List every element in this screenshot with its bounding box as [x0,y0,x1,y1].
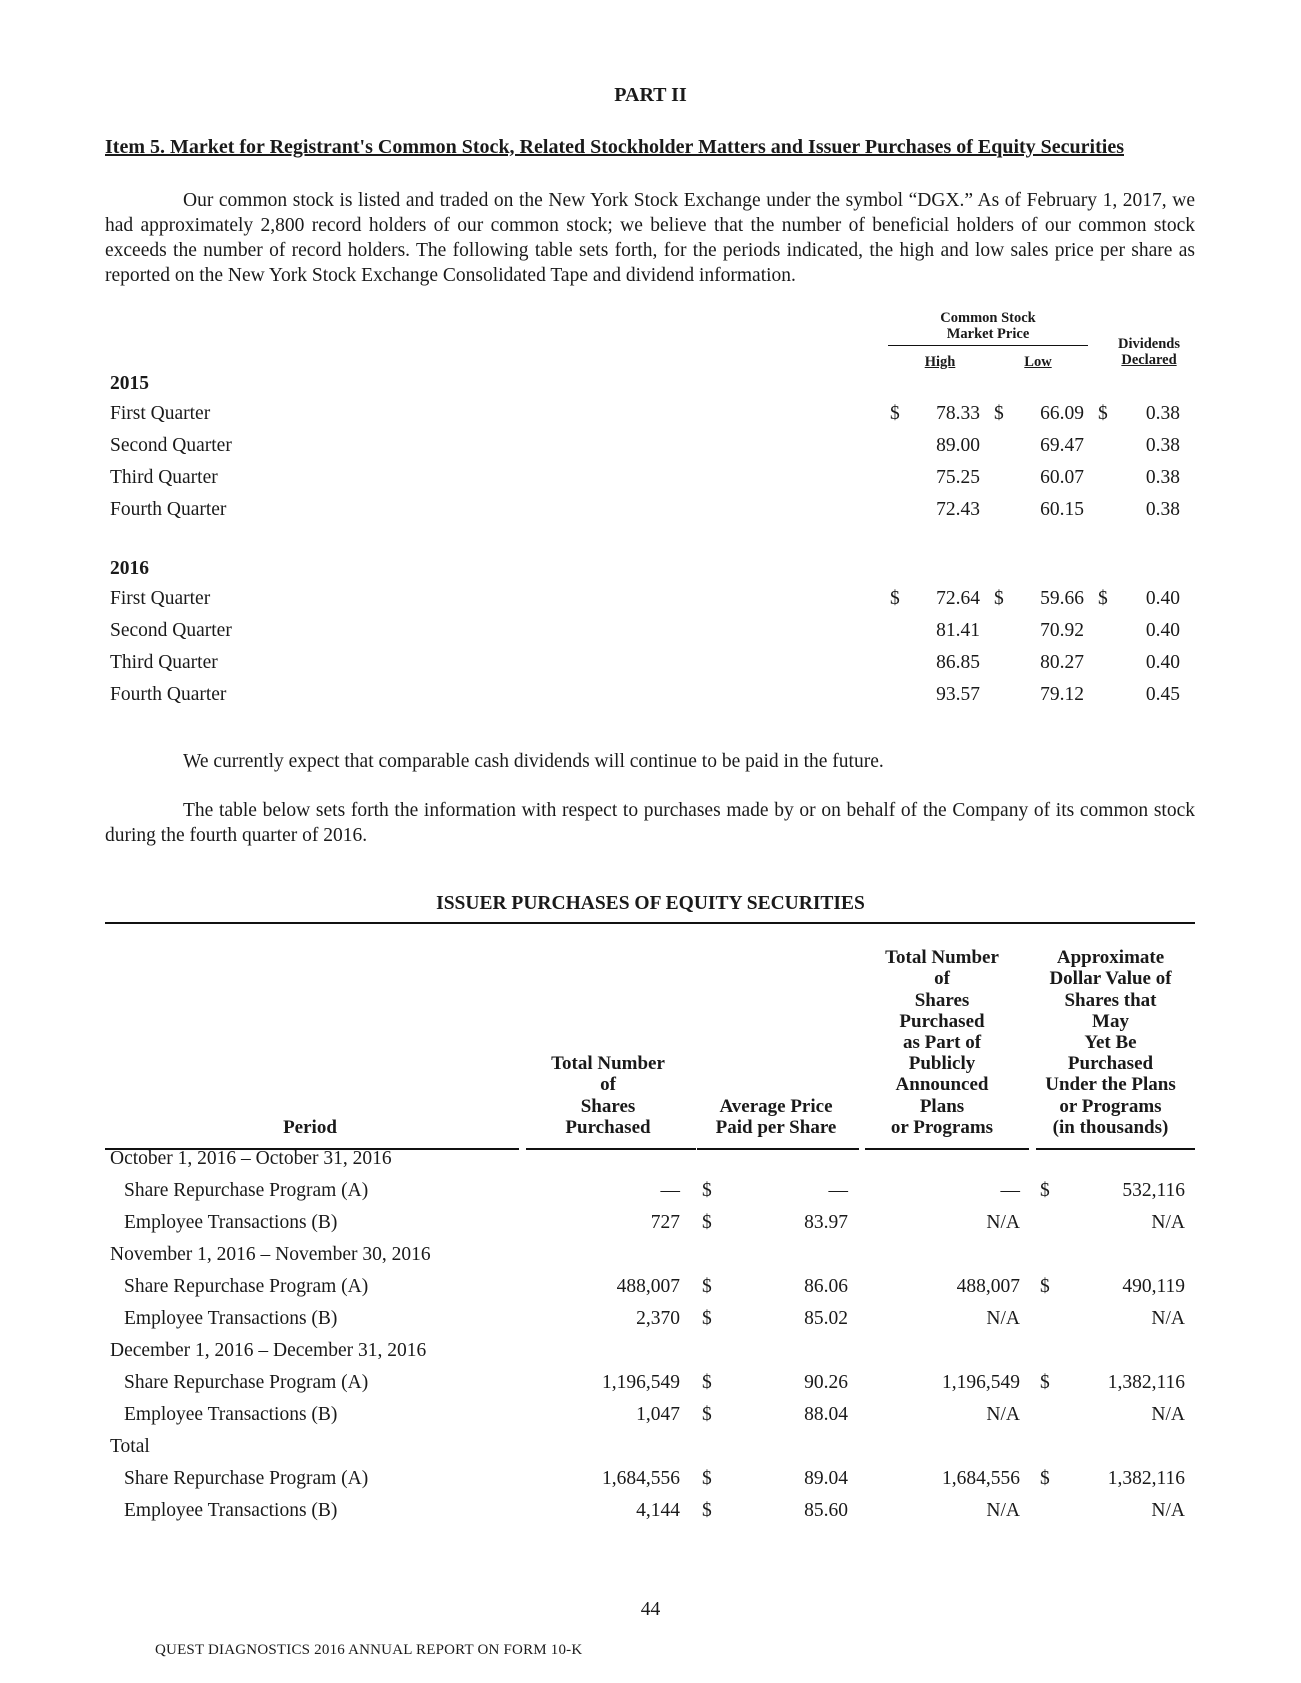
plan-shares-cell: 488,007 [956,1276,1020,1297]
approx-value-header-line: (in thousands) [1052,1116,1169,1138]
total-shares-header-line: of [600,1074,616,1096]
period-header [105,1117,515,1138]
item-heading: Item 5. Market for Registrant's Common Stock, Related Stockholder Matters and Issuer Purchases of Equity Securities [105,136,1124,158]
column-header-rule [865,1148,1029,1150]
transaction-label: Share Repurchase Program (A) [124,1180,369,1201]
column-header-rule [526,1148,696,1150]
quarter-label: Third Quarter [110,652,218,673]
high-price-cell: 75.25 [936,467,980,488]
total-shares-cell: 1,684,556 [602,1468,680,1489]
dividend-cell: 0.38 [1145,499,1180,520]
approx-value-header-line: Under the Plans [1045,1074,1176,1096]
plan-shares-header [858,947,1026,1138]
approx-value-header-line: Purchased [1067,1053,1154,1075]
avg-price-currency: $ [702,1308,712,1329]
period-group-label: October 1, 2016 – October 31, 2016 [110,1148,392,1169]
high-price-cell: 81.41 [936,620,980,641]
market-price-header-line1: Common Stock [940,310,1036,326]
market-price-header [888,310,1088,342]
avg-price-cell: 83.97 [804,1212,848,1233]
plan-shares-header-line: Shares [914,989,970,1011]
low-price-cell: 60.07 [1040,467,1084,488]
market-price-header-line2: Market Price [946,326,1030,342]
plan-shares-cell: N/A [986,1404,1020,1425]
high-price-cell: 78.33 [936,403,980,424]
purchases-paragraph: The table below sets forth the information with respect to purchases made by or on behalf of the Company of its common stock during the fourth quarter of 2016. [105,800,1195,846]
quarter-label: Fourth Quarter [110,499,227,520]
avg-price-cell: — [828,1180,848,1201]
avg-price-cell: 85.02 [804,1308,848,1329]
dividend-currency: $ [1098,588,1108,609]
low-column-header: Low [1024,354,1052,370]
avg-price-currency: $ [702,1180,712,1201]
transaction-label: Employee Transactions (B) [124,1404,338,1425]
low-currency: $ [994,588,1004,609]
approx-value-header-line: Approximate [1056,947,1165,969]
dividend-currency: $ [1098,403,1108,424]
dividends-column-header [1104,336,1194,368]
plan-shares-cell: 1,196,549 [942,1372,1020,1393]
avg-price-cell: 90.26 [804,1372,848,1393]
low-price-cell: 79.12 [1040,684,1084,705]
total-shares-cell: 1,196,549 [602,1372,680,1393]
quarter-label: Fourth Quarter [110,684,227,705]
approx-value-currency: $ [1040,1180,1050,1201]
intro-paragraph: Our common stock is listed and traded on the New York Stock Exchange under the symbol “DGX.” As of February 1, 2017, we had approximately 2,800 record holders of our common stock; we believe that the number of beneficial holders of our common stock exceeds the number of record holders. The following table sets forth, for the periods indicated, the high and low sales price per share as reported on the New York Stock Exchange Consolidated Tape and dividend information. [105,190,1195,286]
footer-text: QUEST DIAGNOSTICS 2016 ANNUAL REPORT ON FORM 10-K [155,1642,583,1658]
low-price-cell: 80.27 [1040,652,1084,673]
approx-value-cell: 1,382,116 [1107,1468,1185,1489]
quarter-label: First Quarter [110,588,211,609]
period-group-label: Total [110,1436,150,1457]
approx-value-currency: $ [1040,1468,1050,1489]
avg-price-cell: 85.60 [804,1500,848,1521]
plan-shares-cell: N/A [986,1308,1020,1329]
plan-shares-cell: 1,684,556 [942,1468,1020,1489]
dividend-cell: 0.38 [1145,435,1180,456]
avg-price-currency: $ [702,1276,712,1297]
market-price-rule [888,345,1088,346]
low-price-cell: 70.92 [1040,620,1084,641]
approx-value-cell: N/A [1151,1212,1185,1233]
approx-value-cell: 532,116 [1122,1180,1185,1201]
total-shares-header-line: Purchased [565,1116,651,1138]
page-number: 44 [640,1599,661,1620]
transaction-label: Share Repurchase Program (A) [124,1468,369,1489]
quarter-label: Second Quarter [110,620,232,641]
high-currency: $ [890,588,900,609]
approx-value-cell: 490,119 [1122,1276,1185,1297]
total-shares-cell: 2,370 [636,1308,680,1329]
approx-value-header [1026,947,1195,1138]
high-price-cell: 72.64 [936,588,980,609]
high-column-header: High [924,354,956,370]
plan-shares-cell: — [1000,1180,1020,1201]
approx-value-header-line: May [1092,1010,1129,1032]
dividend-cell: 0.38 [1145,467,1180,488]
dividend-cell: 0.40 [1145,588,1180,609]
plan-shares-header-line: or Programs [890,1116,994,1138]
high-price-cell: 93.57 [936,684,980,705]
total-shares-cell: 727 [650,1212,680,1233]
total-shares-header-line: Total Number [551,1053,665,1075]
low-price-cell: 59.66 [1040,588,1084,609]
approx-value-header-line: or Programs [1059,1095,1162,1117]
dividends-header-line1: Dividends [1117,336,1181,352]
total-shares-cell: 1,047 [636,1404,680,1425]
plan-shares-header-line: as Part of [902,1032,982,1053]
low-price-cell: 69.47 [1040,435,1084,456]
high-price-cell: 72.43 [936,499,980,520]
plan-shares-cell: N/A [986,1500,1020,1521]
plan-shares-header-line: Publicly [908,1053,976,1075]
approx-value-cell: N/A [1151,1308,1185,1329]
avg-price-header [696,1096,856,1138]
avg-price-currency: $ [702,1468,712,1489]
avg-price-cell: 89.04 [804,1468,848,1489]
period-group-label: November 1, 2016 – November 30, 2016 [110,1244,431,1265]
low-price-cell: 60.15 [1040,499,1084,520]
quarter-label: Third Quarter [110,467,218,488]
approx-value-cell: N/A [1151,1404,1185,1425]
transaction-label: Employee Transactions (B) [124,1500,338,1521]
avg-price-cell: 88.04 [804,1404,848,1425]
avg-price-currency: $ [702,1404,712,1425]
quarter-label: Second Quarter [110,435,232,456]
avg-price-header-line: Average Price [719,1095,833,1117]
purchases-table-top-rule [105,922,1195,924]
year-label: 2016 [110,558,149,579]
total-shares-cell: — [660,1180,680,1201]
year-label: 2015 [110,373,149,394]
high-currency: $ [890,403,900,424]
period-group-label: December 1, 2016 – December 31, 2016 [110,1340,427,1361]
plan-shares-header-line: Plans [919,1095,965,1117]
part-title: PART II [614,84,687,106]
approx-value-cell: 1,382,116 [1107,1372,1185,1393]
transaction-label: Employee Transactions (B) [124,1308,338,1329]
avg-price-currency: $ [702,1500,712,1521]
dividend-paragraph: We currently expect that comparable cash dividends will continue to be paid in the future. [183,751,884,772]
total-shares-cell: 488,007 [616,1276,680,1297]
total-shares-cell: 4,144 [636,1500,680,1521]
high-price-cell: 89.00 [936,435,980,456]
approx-value-currency: $ [1040,1372,1050,1393]
quarter-label: First Quarter [110,403,211,424]
total-shares-header [520,1053,696,1138]
low-currency: $ [994,403,1004,424]
total-shares-header-line: Shares [580,1095,636,1117]
approx-value-currency: $ [1040,1276,1050,1297]
plan-shares-header-line: Total Number [885,947,999,969]
dividend-cell: 0.38 [1145,403,1180,424]
purchases-table-title: ISSUER PURCHASES OF EQUITY SECURITIES [436,893,865,914]
column-header-rule [697,1148,859,1150]
transaction-label: Share Repurchase Program (A) [124,1276,369,1297]
column-header-rule [1036,1148,1195,1150]
plan-shares-header-line: of [934,968,950,990]
dividend-cell: 0.40 [1145,652,1180,673]
low-price-cell: 66.09 [1040,403,1084,424]
plan-shares-header-line: Announced [895,1074,989,1096]
avg-price-cell: 86.06 [804,1276,848,1297]
transaction-label: Share Repurchase Program (A) [124,1372,369,1393]
transaction-label: Employee Transactions (B) [124,1212,338,1233]
plan-shares-header-line: Purchased [899,1010,985,1032]
avg-price-currency: $ [702,1372,712,1393]
approx-value-header-line: Dollar Value of [1049,968,1172,990]
dividend-cell: 0.45 [1145,684,1180,705]
avg-price-currency: $ [702,1212,712,1233]
approx-value-cell: N/A [1151,1500,1185,1521]
dividend-cell: 0.40 [1145,620,1180,641]
approx-value-header-line: Shares that [1064,989,1157,1011]
plan-shares-cell: N/A [986,1212,1020,1233]
approx-value-header-line: Yet Be [1084,1032,1137,1053]
dividends-header-line2: Declared [1121,352,1177,368]
avg-price-header-line: Paid per Share [715,1116,837,1138]
period-header-line: Period [283,1116,337,1138]
high-price-cell: 86.85 [936,652,980,673]
